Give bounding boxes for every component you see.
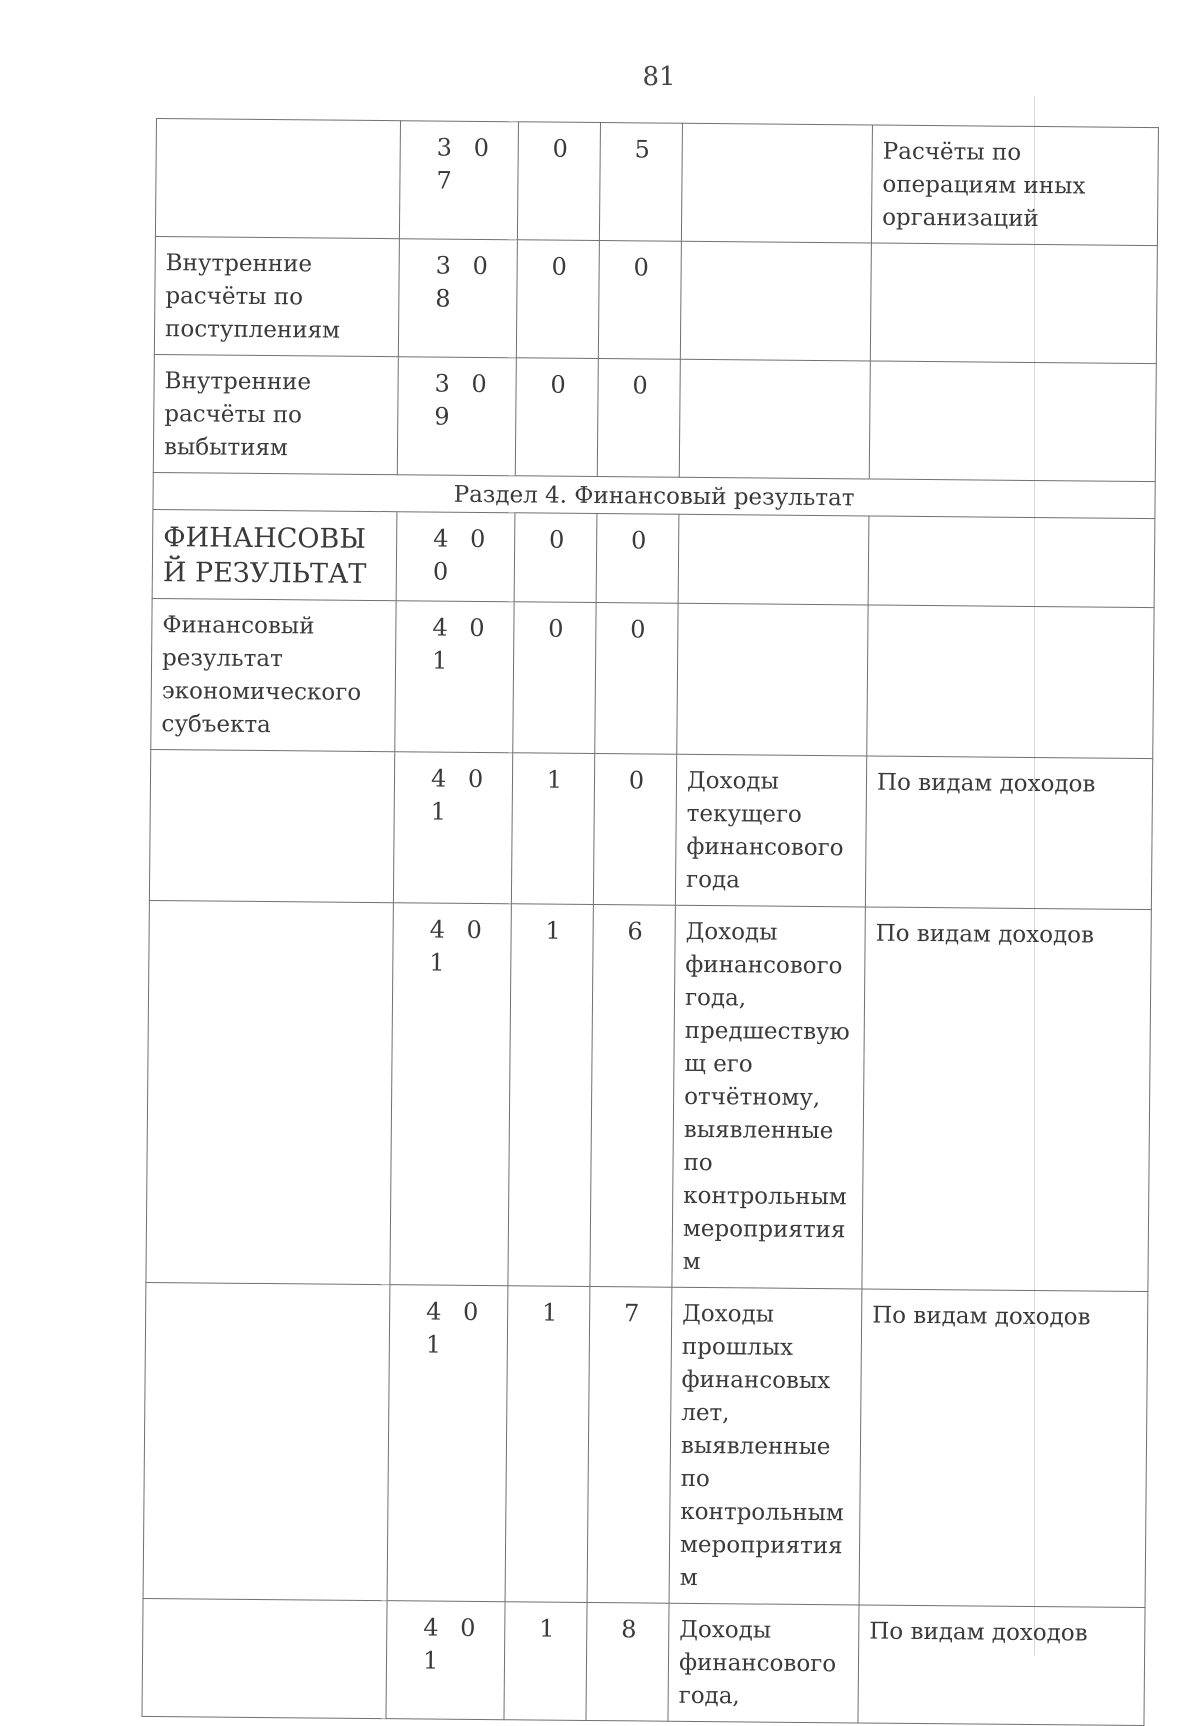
account-table [141, 118, 1158, 1726]
table-row [142, 1598, 1145, 1725]
account-name-cell [155, 119, 400, 239]
subaccount-name-cell [678, 514, 869, 605]
subaccount-2-cell: 5 [599, 123, 682, 242]
analytics-basis-cell: По видам доходов [858, 1605, 1145, 1726]
analytics-basis-cell: По видам доходов [865, 756, 1152, 910]
subaccount-1-cell: 1 [511, 753, 594, 905]
table-row [154, 236, 1157, 363]
account-name-cell: ФИНАНСОВЫЙ РЕЗУЛЬТАТ [152, 509, 397, 600]
account-code-cell: 4 0 0 [396, 512, 515, 602]
subaccount-name-cell: Доходы текущего финансового года [675, 754, 866, 907]
subaccount-2-cell: 0 [596, 514, 679, 604]
subaccount-2-cell: 7 [587, 1286, 672, 1603]
account-code-cell: 4 0 1 [386, 1601, 505, 1720]
analytics-basis-cell: По видам доходов [859, 1289, 1148, 1608]
account-code-cell: 4 0 1 [390, 903, 511, 1286]
account-name-cell: Финансовый результат экономического субъекта [151, 598, 396, 751]
table-row [155, 119, 1158, 246]
account-name-cell: Внутренние расчёты по поступлениям [154, 236, 399, 356]
subaccount-1-cell: 1 [505, 1286, 590, 1603]
page-number: 81 [642, 62, 676, 92]
analytics-basis-cell [870, 243, 1157, 364]
subaccount-2-cell: 6 [590, 905, 675, 1288]
analytics-basis-cell [867, 605, 1154, 759]
account-code-cell: 4 0 1 [393, 752, 512, 904]
subaccount-name-cell [680, 241, 871, 361]
account-code-cell: 4 0 1 [395, 601, 514, 753]
subaccount-1-cell: 0 [515, 358, 598, 477]
subaccount-1-cell: 0 [516, 240, 599, 359]
subaccount-name-cell: Доходы прошлых финансовых лет, выявленные по контрольным мероприятиям [669, 1287, 862, 1605]
account-name-cell: Внутренние расчёты по выбытиям [153, 354, 398, 474]
subaccount-1-cell: 1 [504, 1602, 587, 1721]
subaccount-1-cell: 0 [514, 513, 597, 603]
subaccount-2-cell: 0 [595, 603, 678, 755]
table-row [152, 509, 1155, 607]
analytics-basis-cell: По видам доходов [862, 907, 1151, 1292]
subaccount-2-cell: 0 [597, 359, 680, 478]
subaccount-2-cell: 0 [598, 241, 681, 360]
account-code-cell: 3 0 7 [399, 121, 518, 240]
subaccount-name-cell: Доходы финансового года, предшествующ его отчётному, выявленные по контрольным мероприятиям [672, 905, 865, 1289]
account-code-cell: 3 0 9 [397, 357, 516, 476]
subaccount-1-cell: 0 [513, 602, 596, 754]
account-name-cell [142, 1598, 387, 1718]
subaccount-name-cell [677, 603, 868, 756]
account-name-cell [149, 749, 394, 902]
table-row [143, 1282, 1148, 1607]
subaccount-2-cell: 0 [593, 754, 676, 906]
analytics-basis-cell: Расчёты по операциям иных организаций [871, 125, 1158, 246]
subaccount-name-cell: Доходы финансового года, [668, 1603, 859, 1723]
account-name-cell [146, 900, 393, 1284]
table-row [149, 749, 1152, 909]
table-row [146, 900, 1151, 1291]
account-name-cell [143, 1282, 390, 1600]
section-heading: Раздел 4. Финансовый результат [153, 472, 1155, 518]
analytics-basis-cell [868, 516, 1155, 608]
table-row [153, 354, 1156, 481]
table-row [151, 598, 1154, 758]
subaccount-1-cell: 0 [517, 122, 600, 241]
subaccount-name-cell [681, 123, 872, 243]
account-code-cell: 3 0 8 [398, 239, 517, 358]
subaccount-1-cell: 1 [508, 904, 593, 1287]
subaccount-name-cell [679, 359, 870, 479]
analytics-basis-cell [869, 361, 1156, 482]
subaccount-2-cell: 8 [586, 1602, 669, 1721]
account-code-cell: 4 0 1 [387, 1285, 508, 1602]
